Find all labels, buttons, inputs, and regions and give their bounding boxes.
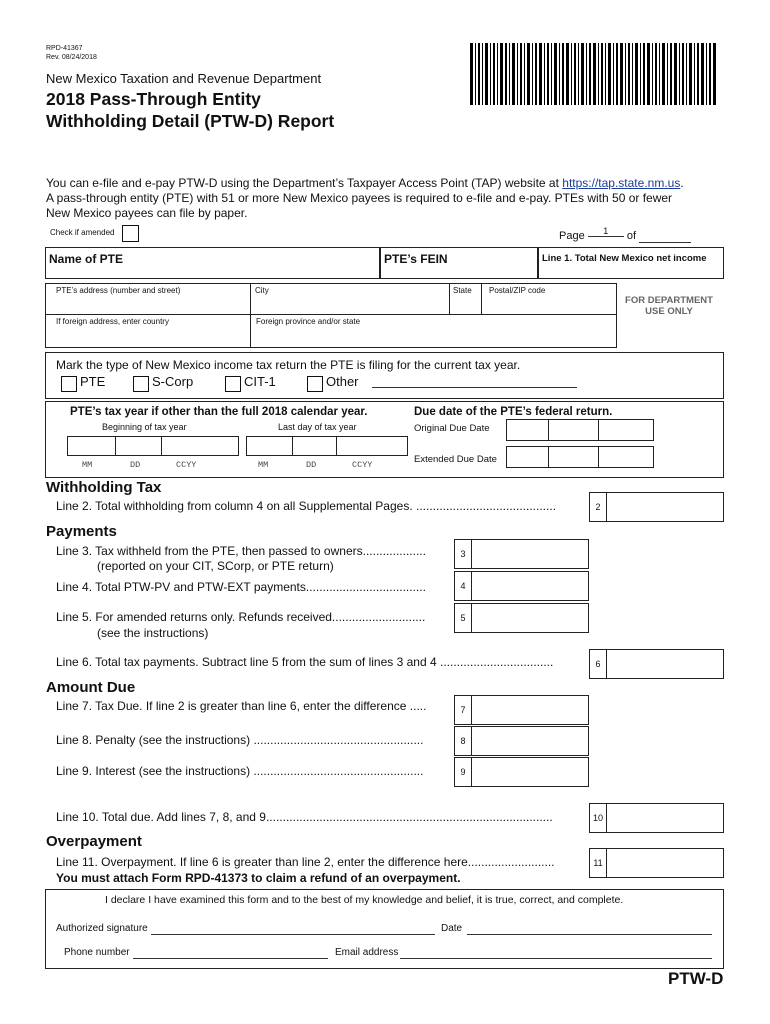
line4-amount-field[interactable] (454, 571, 589, 601)
other-text-field[interactable] (372, 387, 577, 388)
page-of-label: of (626, 230, 637, 242)
pte-fein-field[interactable] (460, 262, 530, 274)
email-address-field[interactable] (400, 958, 712, 959)
other-option-label: Other (326, 374, 359, 389)
line11-amount-field[interactable] (589, 848, 724, 878)
form-title-line1: 2018 Pass-Through Entity (46, 89, 261, 109)
address-field[interactable] (56, 298, 246, 312)
department-use-line1: FOR DEPARTMENT (625, 295, 713, 306)
end-mm-hint: MM (258, 460, 269, 470)
line2-label: Line 2. Total withholding from column 4 on all Supplemental Pages. .......................................... (56, 499, 557, 513)
form-number: RPD-41367 (46, 45, 83, 52)
pte-option-label: PTE (80, 374, 106, 389)
pte-name-field[interactable] (200, 262, 370, 274)
intro-line-2: A pass-through entity (PTE) with 51 or more New Mexico payees is required to e-file and e-pay. PTEs with 50 or fewer (46, 191, 673, 205)
line4-label: Line 4. Total PTW-PV and PTW-EXT payments.................................... (56, 580, 426, 594)
email-address-label: Email address (335, 947, 399, 958)
zip-field[interactable] (489, 298, 611, 312)
tax-year-heading: PTE’s tax year if other than the full 2018 calendar year. (70, 406, 368, 418)
department-use-line2: USE ONLY (645, 306, 693, 317)
intro-line-1 (46, 176, 736, 190)
original-due-date-label: Original Due Date (414, 423, 490, 434)
form-code: PTW-D (668, 969, 724, 988)
line9-amount-field[interactable] (454, 757, 589, 787)
form-revision: Rev. 08/24/2018 (46, 54, 97, 61)
extended-due-date-field[interactable] (506, 446, 654, 468)
divider (481, 284, 482, 315)
line10-label: Line 10. Total due. Add lines 7, 8, and 9...................................................................................... (56, 810, 553, 824)
page-total-field[interactable] (639, 230, 691, 243)
beginning-date-field[interactable] (67, 436, 239, 456)
begin-dd-hint: DD (130, 460, 141, 470)
amount-due-heading: Amount Due (46, 679, 136, 696)
line9-label: Line 9. Interest (see the instructions) ................................................... (56, 764, 424, 778)
beginning-tax-year-label: Beginning of tax year (102, 422, 187, 432)
overpayment-heading: Overpayment (46, 833, 142, 850)
amended-checkbox[interactable] (122, 225, 139, 242)
amended-label: Check if amended (50, 228, 115, 237)
line9-number: 9 (455, 758, 472, 786)
city-label: City (255, 286, 269, 295)
cit1-checkbox[interactable] (225, 376, 241, 392)
line2-number: 2 (590, 493, 607, 521)
line11-label: Line 11. Overpayment. If line 6 is greater than line 2, enter the difference here.......................... (56, 855, 555, 869)
divider (46, 314, 616, 315)
phone-number-field[interactable] (133, 958, 328, 959)
state-label: State (453, 286, 472, 295)
intro-line-3: New Mexico payees can file by paper. (46, 206, 248, 220)
pte-name-label: Name of PTE (49, 252, 124, 266)
zip-label: Postal/ZIP code (489, 286, 546, 295)
line8-amount-field[interactable] (454, 726, 589, 756)
pte-fein-label: PTE’s FEIN (384, 252, 448, 266)
authorized-signature-label: Authorized signature (56, 923, 148, 934)
line7-amount-field[interactable] (454, 695, 589, 725)
date-label: Date (441, 923, 463, 934)
line11-number: 11 (590, 849, 607, 877)
tap-website-link[interactable]: https://tap.state.nm.us (562, 176, 681, 190)
foreign-country-field[interactable] (56, 329, 246, 343)
pte-checkbox[interactable] (61, 376, 77, 392)
line5-sub-label: (see the instructions) (97, 626, 209, 640)
begin-mm-hint: MM (82, 460, 93, 470)
line1-label: Line 1. Total New Mexico net income (542, 253, 707, 264)
line5-amount-field[interactable] (454, 603, 589, 633)
date-field[interactable] (467, 934, 712, 935)
line6-amount-field[interactable] (589, 649, 724, 679)
line3-sub-label: (reported on your CIT, SCorp, or PTE return) (97, 559, 334, 573)
cit1-option-label: CIT-1 (244, 374, 276, 389)
line6-number: 6 (590, 650, 607, 678)
department-use-label (624, 295, 714, 317)
line8-label: Line 8. Penalty (see the instructions) ................................................... (56, 733, 424, 747)
city-field[interactable] (255, 298, 445, 312)
line3-number: 3 (455, 540, 472, 568)
line8-number: 8 (455, 727, 472, 755)
line3-amount-field[interactable] (454, 539, 589, 569)
barcode-icon (470, 43, 720, 108)
due-date-heading: Due date of the PTE’s federal return. (414, 406, 613, 418)
line5-label: Line 5. For amended returns only. Refunds received............................ (56, 610, 426, 624)
line5-number: 5 (455, 604, 472, 632)
declaration-text: I declare I have examined this form and to the best of my knowledge and belief, it is true, correct, and complete. (105, 894, 624, 906)
line2-amount-field[interactable] (589, 492, 724, 522)
page-label: Page (559, 230, 585, 242)
divider (379, 248, 381, 278)
original-due-date-field[interactable] (506, 419, 654, 441)
other-checkbox[interactable] (307, 376, 323, 392)
line4-number: 4 (455, 572, 472, 600)
withholding-heading: Withholding Tax (46, 479, 162, 496)
line10-number: 10 (590, 804, 607, 832)
phone-number-label: Phone number (64, 947, 130, 958)
page-indicator (559, 226, 691, 243)
scorp-option-label: S-Corp (152, 374, 194, 389)
divider (250, 284, 251, 347)
authorized-signature-field[interactable] (151, 934, 435, 935)
scorp-checkbox[interactable] (133, 376, 149, 392)
divider (537, 248, 539, 278)
attach-form-note: You must attach Form RPD-41373 to claim a refund of an overpayment. (56, 871, 461, 885)
line3-label: Line 3. Tax withheld from the PTE, then passed to owners................... (56, 544, 426, 558)
form-title-line2: Withholding Detail (PTW-D) Report (46, 111, 335, 131)
line6-label: Line 6. Total tax payments. Subtract line 5 from the sum of lines 3 and 4 .................................. (56, 655, 554, 669)
last-day-tax-year-label: Last day of tax year (278, 422, 357, 432)
extended-due-date-label: Extended Due Date (414, 454, 497, 465)
foreign-country-label: If foreign address, enter country (56, 317, 169, 326)
address-label: PTE’s address (number and street) (56, 286, 181, 295)
department-name: New Mexico Taxation and Revenue Department (46, 71, 322, 86)
payments-heading: Payments (46, 523, 117, 540)
line10-amount-field[interactable] (589, 803, 724, 833)
end-dd-hint: DD (306, 460, 317, 470)
foreign-province-field[interactable] (256, 329, 611, 343)
state-field[interactable] (453, 298, 479, 312)
line7-label: Line 7. Tax Due. If line 2 is greater than line 6, enter the difference ..... (56, 699, 427, 713)
foreign-province-label: Foreign province and/or state (256, 317, 361, 326)
intro-period: . (680, 176, 684, 190)
end-ccyy-hint: CCYY (352, 460, 373, 470)
begin-ccyy-hint: CCYY (176, 460, 197, 470)
last-day-date-field[interactable] (246, 436, 408, 456)
intro-text: You can e-file and e-pay PTW-D using the Department’s Taxpayer Access Point (TAP) website at (46, 176, 563, 190)
return-type-prompt: Mark the type of New Mexico income tax return the PTE is filing for the current tax year. (56, 358, 521, 372)
line7-number: 7 (455, 696, 472, 724)
page-number[interactable]: 1 (588, 226, 624, 237)
divider (449, 284, 450, 315)
